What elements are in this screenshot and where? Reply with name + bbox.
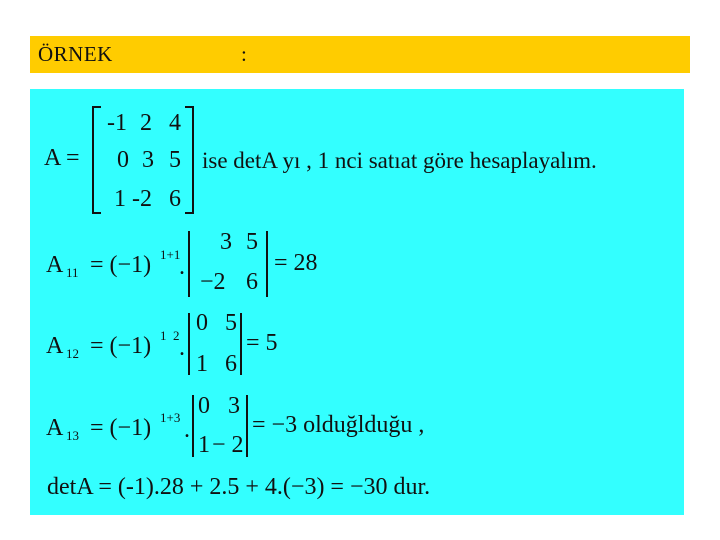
content-panel bbox=[30, 89, 684, 515]
header-colon: : bbox=[241, 42, 247, 66]
cofactor-subscript: 13 bbox=[66, 428, 79, 443]
sign-exponent: 1 2 bbox=[160, 328, 180, 343]
multiply-dot: . bbox=[179, 335, 185, 361]
matrix-cell: 4 bbox=[169, 110, 181, 136]
multiply-dot: . bbox=[179, 254, 185, 280]
matrix-left-bracket bbox=[92, 106, 94, 214]
header-bar bbox=[30, 36, 690, 73]
sign-factor: = (−1) bbox=[90, 333, 152, 359]
matrix-lhs: A = bbox=[44, 145, 80, 171]
det-cell: 1 bbox=[196, 351, 208, 377]
det-cell: 3 bbox=[228, 393, 240, 419]
matrix-cell: 1 bbox=[114, 186, 126, 212]
matrix-cell: 6 bbox=[169, 186, 181, 212]
cofactor-result: = 28 bbox=[274, 250, 318, 276]
determinant-left-bar bbox=[192, 395, 194, 457]
multiply-dot: . bbox=[184, 417, 190, 443]
matrix-cell: -1 bbox=[107, 110, 127, 136]
cofactor-result: = 5 bbox=[246, 330, 278, 356]
matrix-cell: 5 bbox=[169, 147, 181, 173]
header-title: ÖRNEK bbox=[38, 42, 113, 66]
det-cell: 5 bbox=[246, 229, 258, 255]
matrix-cell: 3 bbox=[142, 147, 154, 173]
det-cell: 3 bbox=[220, 229, 232, 255]
determinant-right-bar bbox=[240, 313, 242, 375]
det-cell: 6 bbox=[225, 351, 237, 377]
det-cell: 1 bbox=[198, 432, 210, 458]
det-cell: 0 bbox=[196, 310, 208, 336]
bracket-top-tick-left bbox=[92, 106, 101, 108]
determinant-right-bar bbox=[266, 231, 268, 297]
cofactor-name: A bbox=[46, 252, 64, 278]
cofactor-subscript: 12 bbox=[66, 346, 79, 361]
sign-exponent: 1+3 bbox=[160, 410, 181, 425]
matrix-cell: 0 bbox=[117, 147, 129, 173]
bracket-top-tick-right bbox=[185, 106, 194, 108]
cofactor-result: = −3 olduğlduğu , bbox=[252, 412, 425, 438]
det-cell: − 2 bbox=[212, 432, 244, 458]
det-cell: 5 bbox=[225, 310, 237, 336]
det-cell: 0 bbox=[198, 393, 210, 419]
problem-text: ise detA yı , 1 nci satıat göre hesaplayalım. bbox=[202, 148, 597, 173]
cofactor-name: A bbox=[46, 415, 64, 441]
cofactor-name: A bbox=[46, 333, 64, 359]
sign-factor: = (−1) bbox=[90, 252, 152, 278]
bracket-bottom-tick-right bbox=[185, 212, 194, 214]
matrix-cell: 2 bbox=[140, 110, 152, 136]
determinant-left-bar bbox=[188, 313, 190, 375]
matrix-cell: -2 bbox=[132, 186, 152, 212]
determinant-left-bar bbox=[188, 231, 190, 297]
sign-exponent: 1+1 bbox=[160, 247, 181, 262]
determinant-right-bar bbox=[246, 395, 248, 457]
det-cell: 6 bbox=[246, 269, 258, 295]
cofactor-subscript: 11 bbox=[66, 265, 79, 280]
final-result: detA = (-1).28 + 2.5 + 4.(−3) = −30 dur. bbox=[47, 474, 431, 500]
sign-factor: = (−1) bbox=[90, 415, 152, 441]
det-cell: −2 bbox=[200, 269, 226, 295]
bracket-bottom-tick-left bbox=[92, 212, 101, 214]
matrix-right-bracket bbox=[192, 106, 194, 214]
